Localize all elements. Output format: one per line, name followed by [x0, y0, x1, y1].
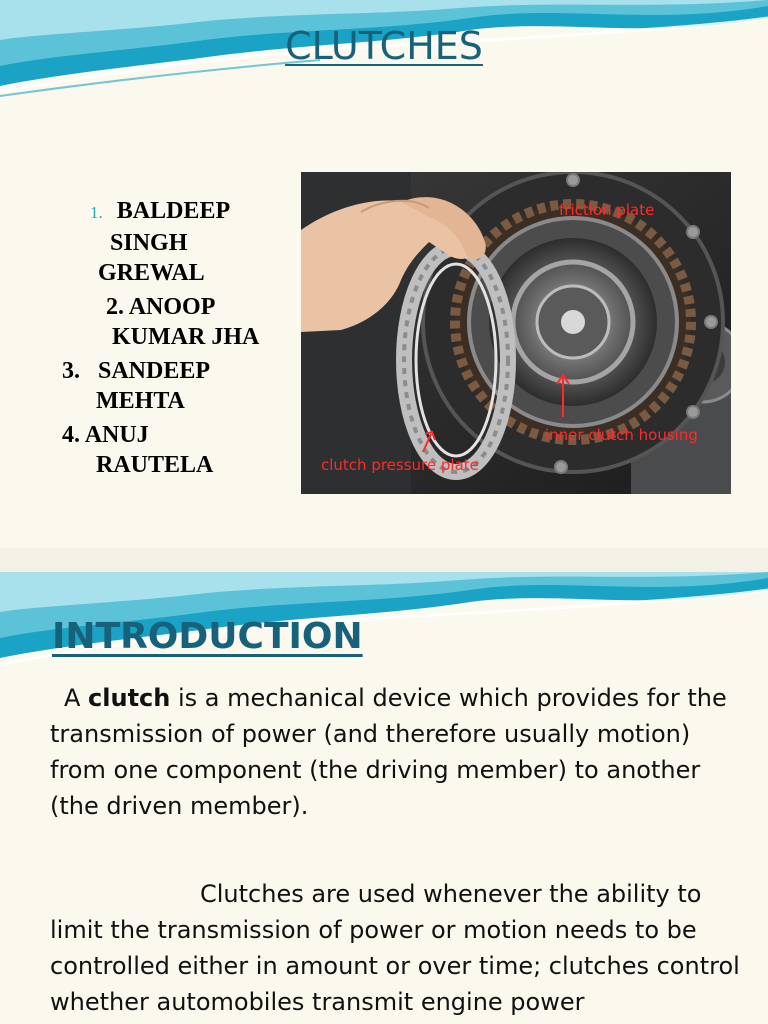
author-name-line: RAUTELA: [96, 452, 214, 478]
usage-paragraph: [50, 876, 750, 1020]
author-name-line: BALDEEP: [116, 198, 231, 224]
slide-introduction: [0, 572, 768, 1024]
label-inner-clutch-housing: inner clutch housing: [545, 426, 698, 444]
author-name-line: KUMAR JHA: [112, 324, 260, 350]
slide-title: CLUTCHES: [285, 24, 483, 68]
label-clutch-pressure-plate: clutch pressure plate: [321, 456, 479, 474]
label-friction-plate: friction plate: [559, 201, 655, 219]
author-item: [62, 292, 292, 352]
clutch-photo: [301, 172, 731, 494]
author-name-line: ANOOP: [128, 294, 216, 320]
author-item: [62, 196, 292, 288]
author-name-line: MEHTA: [96, 388, 185, 414]
slide-divider: [0, 548, 768, 572]
author-list: [62, 196, 292, 484]
author-item: [62, 420, 292, 480]
author-item: [62, 356, 292, 416]
author-name-line: GREWAL: [98, 260, 205, 286]
intro-rest: is a mechanical device which provides for the transmission of power (and therefore usually motion) from one component (the driving member) to another (the driven member).: [50, 684, 727, 820]
usage-text: Clutches are used whenever the ability to limit the transmission of power or motion needs to be controlled either in amount or over time; clutches control whether automobiles transmit engine power: [50, 880, 740, 1016]
list-number: 4.: [62, 422, 80, 448]
slide-title: INTRODUCTION: [52, 616, 363, 657]
list-number: 3.: [62, 358, 80, 384]
list-number: 2.: [106, 294, 124, 320]
intro-paragraph: [50, 680, 750, 824]
author-name-line: SINGH: [110, 230, 188, 256]
intro-lead: A: [64, 684, 89, 712]
author-name-line: ANUJ: [84, 422, 149, 448]
intro-term: clutch: [88, 684, 171, 712]
author-name-line: SANDEEP: [98, 358, 211, 384]
list-number: 1.: [90, 203, 103, 222]
